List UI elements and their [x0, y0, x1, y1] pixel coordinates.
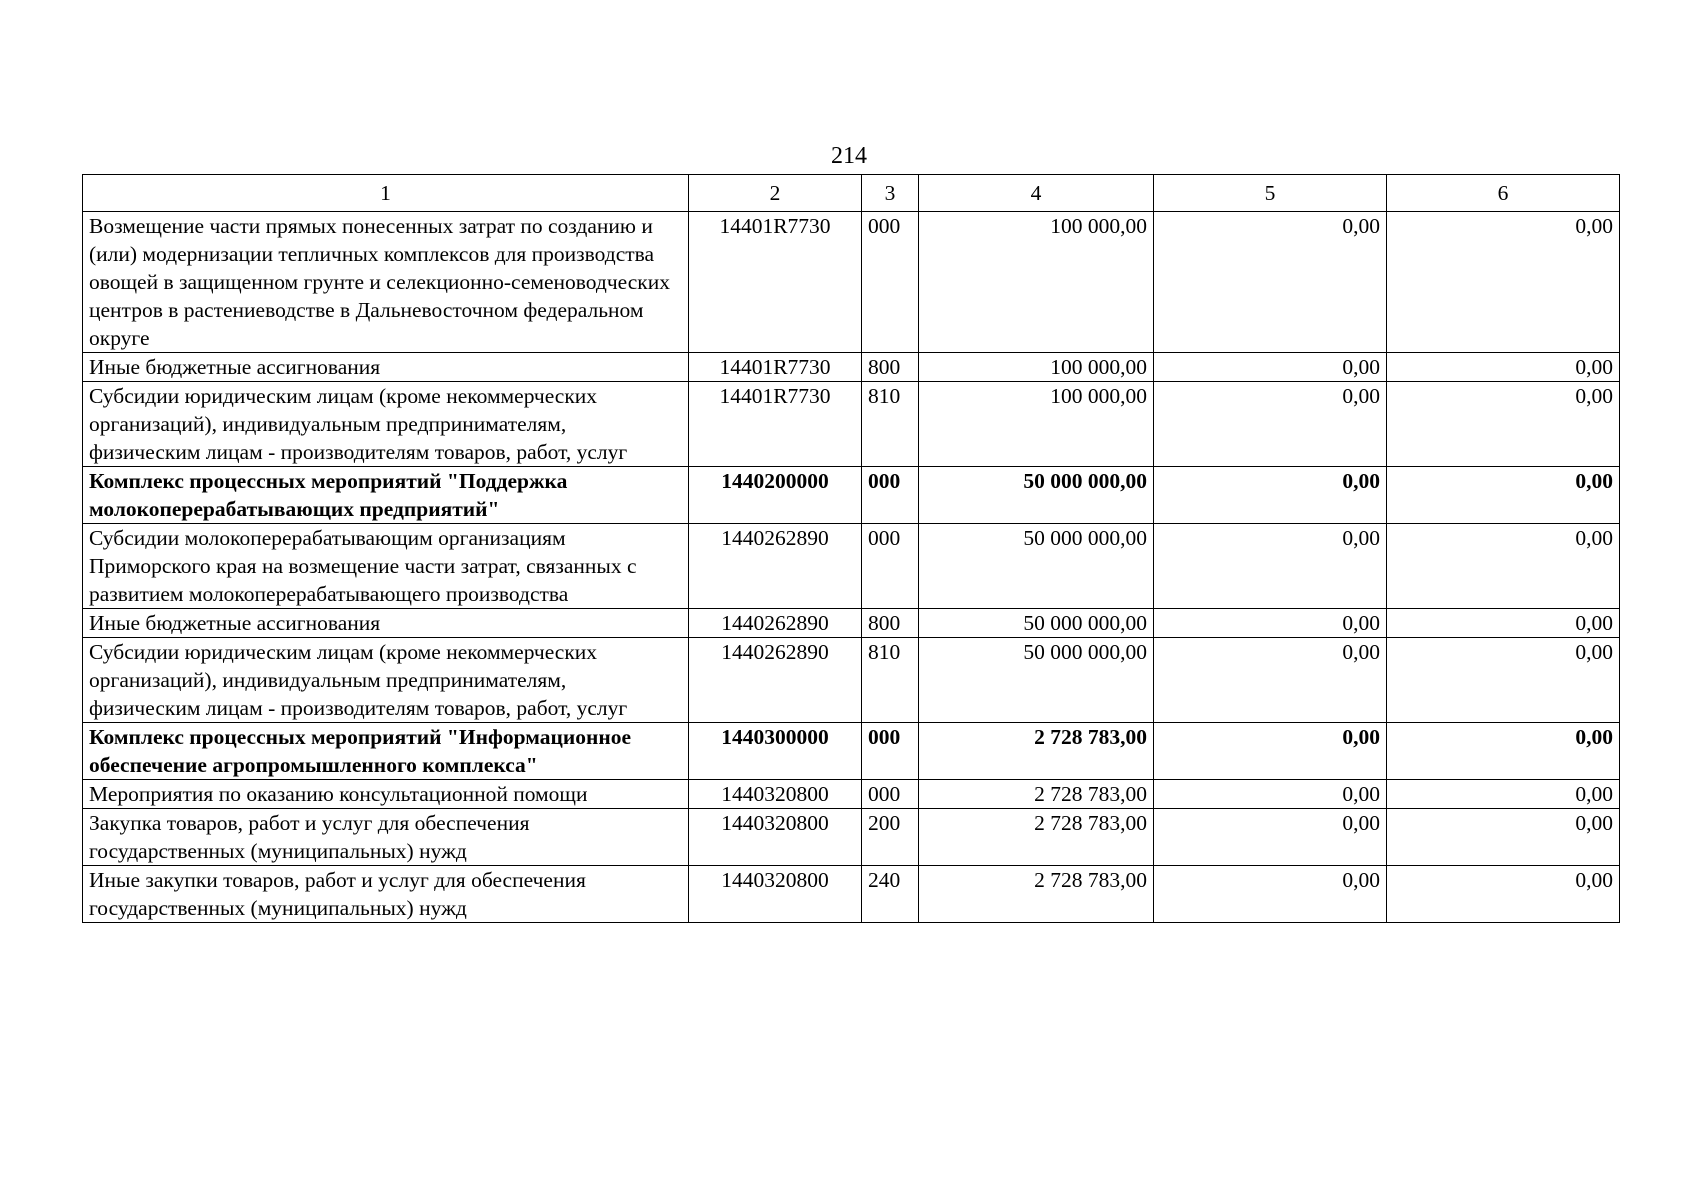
row-value-col6: 0,00 [1387, 780, 1620, 809]
header-row [83, 175, 1620, 212]
table-row [83, 866, 1620, 923]
row-value-col4: 50 000 000,00 [919, 524, 1154, 609]
row-value-col4: 2 728 783,00 [919, 723, 1154, 780]
table-row [83, 638, 1620, 723]
table-row [83, 212, 1620, 353]
row-name: Иные бюджетные ассигнования [83, 609, 689, 638]
row-value-col6: 0,00 [1387, 524, 1620, 609]
row-name: Субсидии юридическим лицам (кроме некоммерческих организаций), индивидуальным предпринимателям, физическим лицам - производителям товаров, работ, услуг [83, 638, 689, 723]
row-expense-type: 000 [862, 780, 919, 809]
row-value-col5: 0,00 [1154, 609, 1387, 638]
row-value-col5: 0,00 [1154, 212, 1387, 353]
row-expense-type: 800 [862, 609, 919, 638]
row-name: Комплекс процессных мероприятий "Поддержка молокоперерабатывающих предприятий" [83, 467, 689, 524]
row-value-col5: 0,00 [1154, 382, 1387, 467]
row-target-code: 1440262890 [689, 524, 862, 609]
row-target-code: 1440262890 [689, 609, 862, 638]
row-value-col5: 0,00 [1154, 866, 1387, 923]
row-value-col5: 0,00 [1154, 780, 1387, 809]
table-row [83, 467, 1620, 524]
row-name: Иные бюджетные ассигнования [83, 353, 689, 382]
row-expense-type: 800 [862, 353, 919, 382]
row-value-col6: 0,00 [1387, 467, 1620, 524]
row-value-col6: 0,00 [1387, 809, 1620, 866]
row-target-code: 1440320800 [689, 809, 862, 866]
row-value-col6: 0,00 [1387, 382, 1620, 467]
table-header [83, 175, 1620, 212]
page-number: 214 [831, 143, 867, 169]
row-value-col6: 0,00 [1387, 866, 1620, 923]
row-target-code: 1440262890 [689, 638, 862, 723]
row-expense-type: 000 [862, 524, 919, 609]
row-name: Субсидии юридическим лицам (кроме некоммерческих организаций), индивидуальным предпринимателям, физическим лицам - производителям товаров, работ, услуг [83, 382, 689, 467]
column-header-2: 2 [689, 175, 862, 212]
row-name: Возмещение части прямых понесенных затрат по созданию и (или) модернизации тепличных комплексов для производства овощей в защищенном грунте и селекционно-семеноводческих центров в растениеводстве в Дальневосточном федеральном округе [83, 212, 689, 353]
row-name: Иные закупки товаров, работ и услуг для обеспечения государственных (муниципальных) нужд [83, 866, 689, 923]
row-expense-type: 000 [862, 212, 919, 353]
row-expense-type: 000 [862, 723, 919, 780]
row-value-col5: 0,00 [1154, 809, 1387, 866]
row-value-col6: 0,00 [1387, 723, 1620, 780]
row-target-code: 14401R7730 [689, 382, 862, 467]
row-expense-type: 810 [862, 382, 919, 467]
row-value-col4: 50 000 000,00 [919, 638, 1154, 723]
row-value-col5: 0,00 [1154, 723, 1387, 780]
table-row [83, 353, 1620, 382]
row-expense-type: 240 [862, 866, 919, 923]
table-row [83, 723, 1620, 780]
table-row [83, 382, 1620, 467]
row-value-col4: 2 728 783,00 [919, 780, 1154, 809]
table-row [83, 809, 1620, 866]
table-row [83, 524, 1620, 609]
row-value-col5: 0,00 [1154, 638, 1387, 723]
table-body [83, 212, 1620, 923]
row-value-col6: 0,00 [1387, 353, 1620, 382]
column-header-1: 1 [83, 175, 689, 212]
row-value-col4: 50 000 000,00 [919, 467, 1154, 524]
row-value-col4: 100 000,00 [919, 212, 1154, 353]
row-expense-type: 200 [862, 809, 919, 866]
row-name: Субсидии молокоперерабатывающим организациям Приморского края на возмещение части затрат, связанных с развитием молокоперерабатывающего производства [83, 524, 689, 609]
row-value-col5: 0,00 [1154, 467, 1387, 524]
row-value-col4: 2 728 783,00 [919, 866, 1154, 923]
row-name: Закупка товаров, работ и услуг для обеспечения государственных (муниципальных) нужд [83, 809, 689, 866]
row-target-code: 1440300000 [689, 723, 862, 780]
row-expense-type: 810 [862, 638, 919, 723]
row-value-col6: 0,00 [1387, 609, 1620, 638]
column-header-4: 4 [919, 175, 1154, 212]
row-target-code: 14401R7730 [689, 353, 862, 382]
row-value-col4: 100 000,00 [919, 353, 1154, 382]
row-name: Мероприятия по оказанию консультационной помощи [83, 780, 689, 809]
row-value-col4: 2 728 783,00 [919, 809, 1154, 866]
table-row [83, 780, 1620, 809]
table-row [83, 609, 1620, 638]
column-header-5: 5 [1154, 175, 1387, 212]
row-name: Комплекс процессных мероприятий "Информационное обеспечение агропромышленного комплекса" [83, 723, 689, 780]
row-value-col6: 0,00 [1387, 212, 1620, 353]
row-value-col4: 50 000 000,00 [919, 609, 1154, 638]
row-target-code: 1440200000 [689, 467, 862, 524]
row-value-col4: 100 000,00 [919, 382, 1154, 467]
row-target-code: 1440320800 [689, 866, 862, 923]
budget-table [82, 174, 1620, 923]
row-value-col5: 0,00 [1154, 524, 1387, 609]
row-value-col6: 0,00 [1387, 638, 1620, 723]
row-target-code: 14401R7730 [689, 212, 862, 353]
row-value-col5: 0,00 [1154, 353, 1387, 382]
row-expense-type: 000 [862, 467, 919, 524]
row-target-code: 1440320800 [689, 780, 862, 809]
column-header-6: 6 [1387, 175, 1620, 212]
column-header-3: 3 [862, 175, 919, 212]
